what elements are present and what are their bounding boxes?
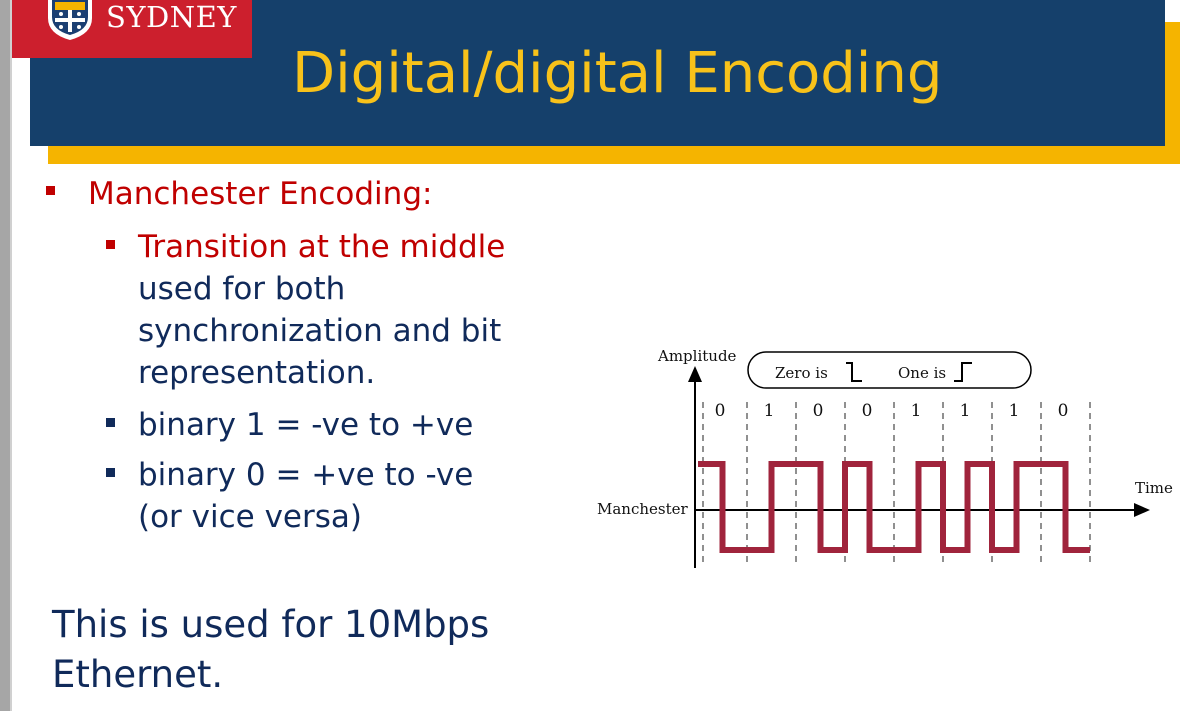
bullet-square-icon [106,240,115,249]
legend-zero-label: Zero is [775,364,828,382]
left-edge-bar-light [10,0,12,711]
manchester-diagram [590,338,1180,578]
bullet-square-icon [106,418,115,427]
left-edge-bar [0,0,10,711]
sub-bullet-line: binary 1 = -ve to +ve [138,407,474,443]
sub-bullet-line: used for both [138,271,346,307]
x-axis-label: Time [1135,479,1173,497]
bit-label: 0 [1057,401,1069,421]
university-logo [12,0,252,58]
bit-label: 1 [910,401,922,421]
bit-label: 1 [1008,401,1020,421]
legend-one-label: One is [898,364,947,382]
sub-bullet-line: representation. [138,355,376,391]
ethernet-note [52,600,489,700]
bullet-square-icon [46,186,55,195]
bit-label: 1 [763,401,775,421]
one-transition-icon [954,363,972,381]
y-axis-arrow-icon [688,366,702,382]
bit-label: 0 [861,401,873,421]
sub-bullet-line: synchronization and bit [138,313,502,349]
bit-label: 1 [959,401,971,421]
sub-bullet-line: (or vice versa) [138,499,362,535]
bullet-manchester-text: Manchester Encoding: [88,176,433,212]
signal-label: Manchester [597,500,688,518]
slide-title: Digital/digital Encoding [292,41,943,106]
ethernet-note-line: Ethernet. [52,653,224,696]
bit-label: 0 [714,401,726,421]
bullet-square-icon [106,468,115,477]
sub-bullet-line: binary 0 = +ve to -ve [138,457,474,493]
zero-transition-icon [846,363,862,381]
bit-label: 0 [812,401,824,421]
crest-icon [46,0,94,40]
sub-bullet-line: Transition at the middle [138,229,506,265]
ethernet-note-line: This is used for 10Mbps [52,603,490,646]
x-axis-arrow-icon [1134,503,1150,517]
logo-wordmark: SYDNEY [106,0,237,34]
y-axis-label: Amplitude [658,347,737,365]
